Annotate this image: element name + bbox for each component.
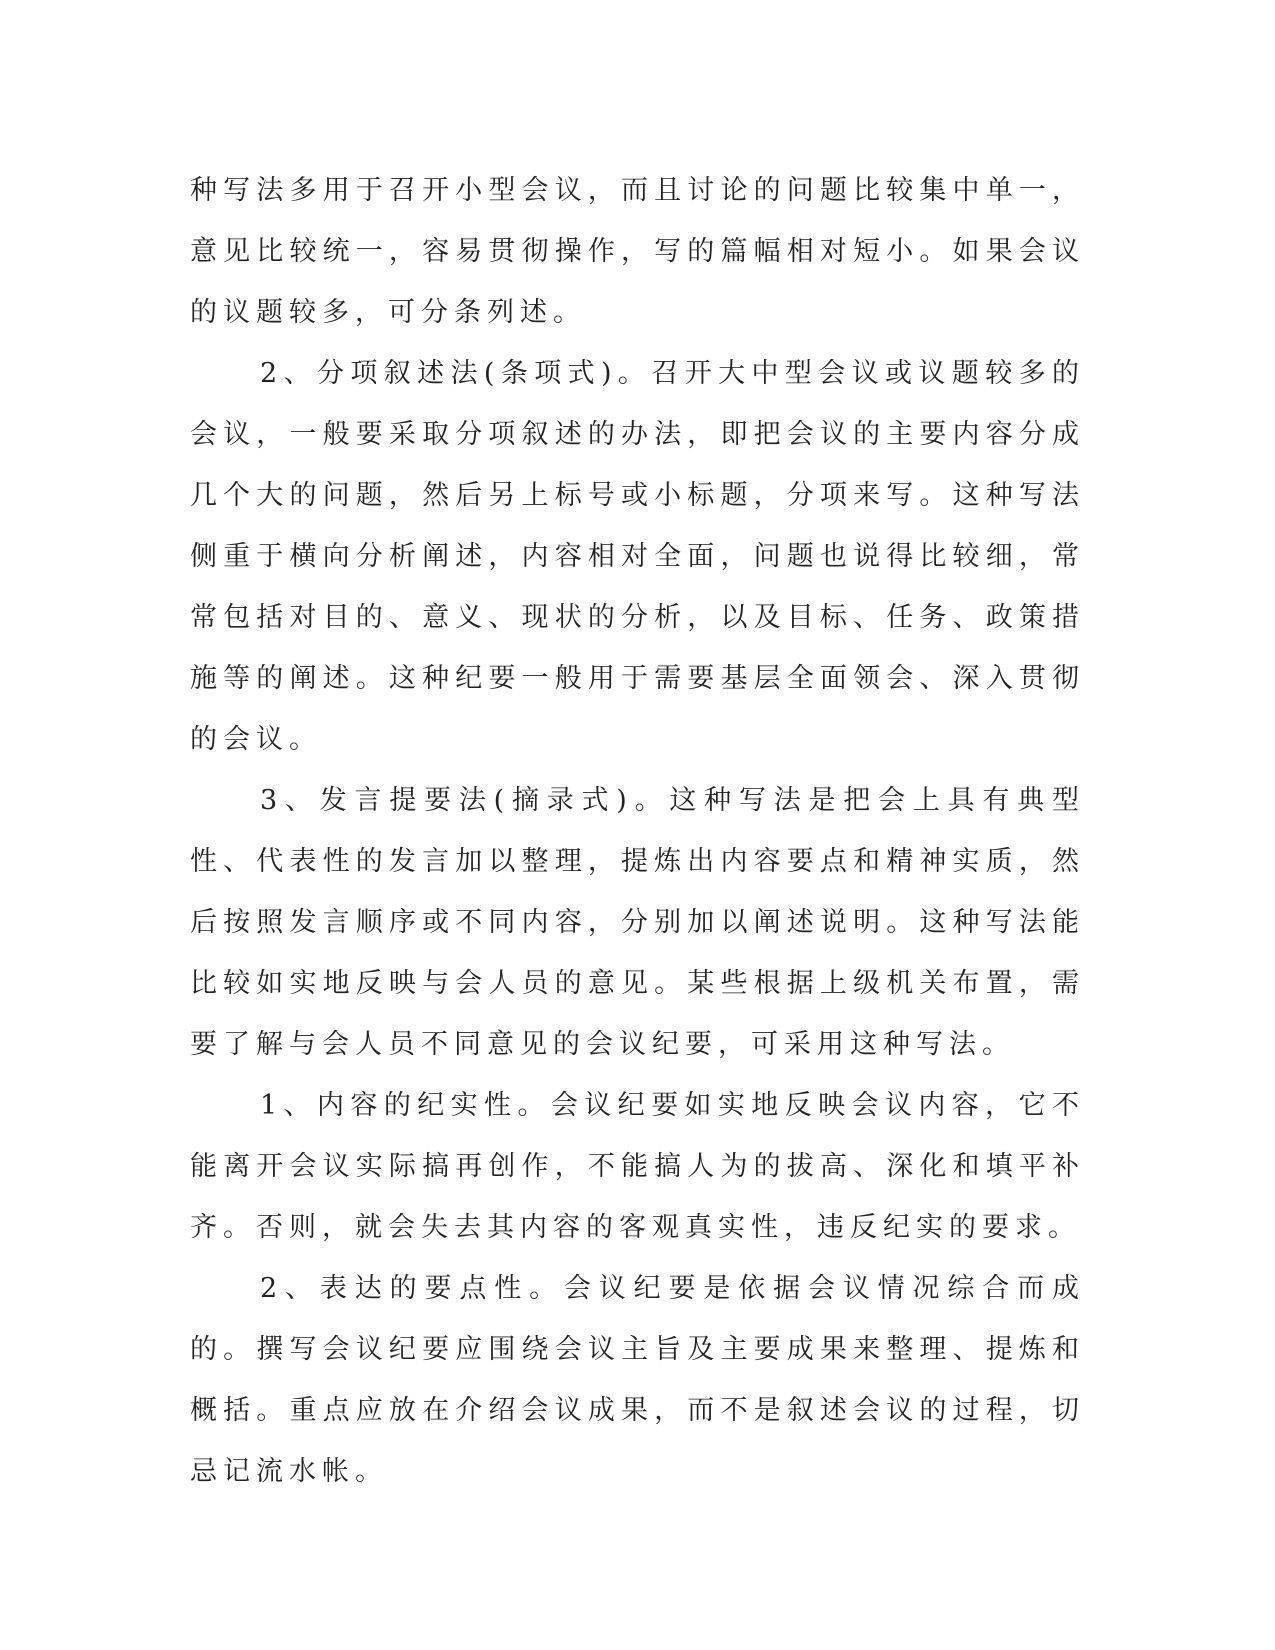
- paragraph-speech-summary: 3、发言提要法(摘录式)。这种写法是把会上具有典型性、代表性的发言加以整理，提炼出内容要点和精神实质，然后按照发言顺序或不同内容，分别加以阐述说明。这种写法能比较如实地反映与会人员的意见。某些根据上级机关布置，需要了解与会人员不同意见的会议纪要，可采用这种写法。: [190, 785, 1085, 1060]
- document-body: [190, 160, 1085, 1502]
- paragraph-writing-method-continuation: 种写法多用于召开小型会议，而且讨论的问题比较集中单一，意见比较统一，容易贯彻操作，写的篇幅相对短小。如果会议的议题较多，可分条列述。: [190, 175, 1085, 328]
- paragraph-key-points: 2、表达的要点性。会议纪要是依据会议情况综合而成的。撰写会议纪要应围绕会议主旨及主要成果来整理、提炼和概括。重点应放在介绍会议成果，而不是叙述会议的过程，切忌记流水帐。: [190, 1273, 1085, 1487]
- paragraph-documentary-nature: 1、内容的纪实性。会议纪要如实地反映会议内容，它不能离开会议实际搞再创作，不能搞人为的拔高、深化和填平补齐。否则，就会失去其内容的客观真实性，违反纪实的要求。: [190, 1090, 1085, 1243]
- paragraph-itemized-narration: 2、分项叙述法(条项式)。召开大中型会议或议题较多的会议，一般要采取分项叙述的办法，即把会议的主要内容分成几个大的问题，然后另上标号或小标题，分项来写。这种写法侧重于横向分析阐述，内容相对全面，问题也说得比较细，常常包括对目的、意义、现状的分析，以及目标、任务、政策措施等的阐述。这种纪要一般用于需要基层全面领会、深入贯彻的会议。: [190, 358, 1085, 755]
